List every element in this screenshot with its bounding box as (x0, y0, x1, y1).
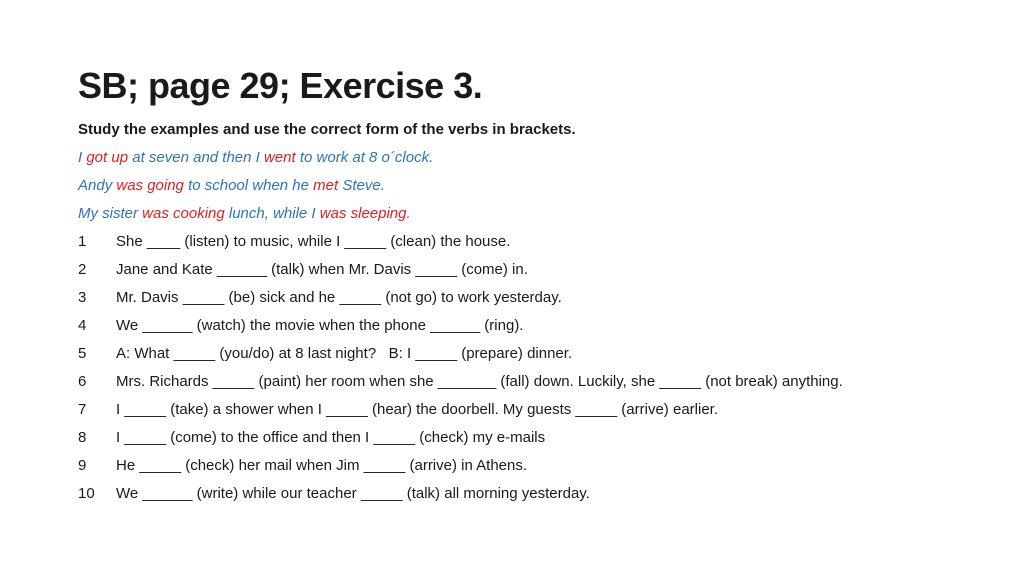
example-segment: lunch, while I (224, 205, 320, 222)
exercise-number: 1 (78, 233, 87, 250)
exercise-number: 2 (78, 261, 87, 278)
example-verb: got up (86, 149, 129, 166)
exercise-number: 9 (78, 457, 87, 474)
example-verb: was sleeping (319, 205, 407, 222)
example-segment: at seven and then I (128, 149, 264, 166)
exercise-item (78, 284, 562, 312)
example-segment: My sister (78, 205, 143, 222)
exercise-number: 6 (78, 373, 87, 390)
exercise-text: I _____ (take) a shower when I _____ (hear) the doorbell. My guests _____ (arrive) earlier. (116, 401, 718, 418)
example-segment: . (406, 205, 411, 222)
example-2 (78, 172, 385, 200)
example-verb: met (313, 177, 339, 194)
exercise-text: Mr. Davis _____ (be) sick and he _____ (not go) to work yesterday. (116, 289, 562, 306)
exercise-item (78, 368, 843, 396)
example-verb: was going (116, 177, 184, 194)
exercise-text: He _____ (check) her mail when Jim _____ (arrive) in Athens. (116, 457, 528, 474)
exercise-number: 10 (78, 485, 95, 502)
example-segment: I (78, 149, 87, 166)
exercise-number: 4 (78, 317, 87, 334)
instruction: Study the examples and use the correct form of the verbs in brackets. (78, 121, 576, 138)
example-segment: Andy (78, 177, 117, 194)
exercise-item (78, 228, 510, 256)
exercise-item (78, 340, 572, 368)
exercise-text: Jane and Kate ______ (talk) when Mr. Davis _____ (come) in. (116, 261, 528, 278)
exercise-item (78, 256, 528, 284)
exercise-number: 5 (78, 345, 87, 362)
exercise-text: A: What _____ (you/do) at 8 last night? B: I _____ (prepare) dinner. (116, 345, 573, 362)
example-1 (78, 144, 433, 172)
exercise-item (78, 480, 590, 508)
example-segment: to school when he (183, 177, 314, 194)
example-segment: to work at 8 o´clock. (295, 149, 434, 166)
exercise-number: 3 (78, 289, 87, 306)
slide-title: SB; page 29; Exercise 3. (78, 65, 483, 106)
exercise-item (78, 312, 523, 340)
exercise-item (78, 396, 718, 424)
exercise-text: We ______ (watch) the movie when the phone ______ (ring). (116, 317, 524, 334)
example-3 (78, 200, 411, 228)
example-segment: Steve. (338, 177, 385, 194)
exercise-number: 7 (78, 401, 87, 418)
exercise-number: 8 (78, 429, 87, 446)
exercise-item (78, 424, 545, 452)
exercise-text: We ______ (write) while our teacher _____ (talk) all morning yesterday. (116, 485, 590, 502)
example-verb: went (264, 149, 296, 166)
exercise-text: I _____ (come) to the office and then I _____ (check) my e-mails (116, 429, 546, 446)
exercise-text: Mrs. Richards _____ (paint) her room when she _______ (fall) down. Luckily, she _____ (not break) anything. (116, 373, 843, 390)
example-verb: was cooking (142, 205, 225, 222)
exercise-item (78, 452, 527, 480)
exercise-text: She ____ (listen) to music, while I _____ (clean) the house. (116, 233, 511, 250)
